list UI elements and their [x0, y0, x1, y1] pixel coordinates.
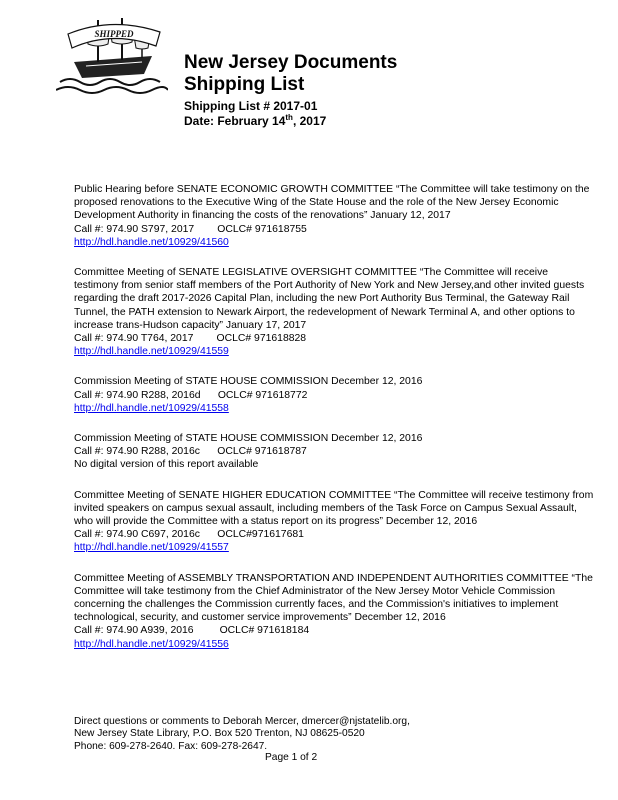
- entry-description: Commission Meeting of STATE HOUSE COMMISSION December 12, 2016: [74, 376, 423, 388]
- list-item: [74, 489, 594, 555]
- entry-oclc: OCLC# 971618184: [219, 625, 310, 637]
- contact-footer: [74, 716, 410, 753]
- entry-handle-link[interactable]: http://hdl.handle.net/10929/41559: [74, 346, 229, 358]
- entry-description: Committee Meeting of SENATE HIGHER EDUCATION COMMITTEE “The Committee will receive testimony from invited speakers on campus sexual assault, including members of the Task Force on Campus Sexual Assault, who will provide the Committee with a status report on its progress” December 12, 2016: [74, 489, 594, 528]
- entry-call-line: [74, 624, 594, 637]
- list-item: [74, 375, 594, 415]
- shipped-ship-logo: [56, 12, 168, 98]
- date-prefix: Date: February 14: [184, 114, 286, 128]
- entry-handle-link[interactable]: http://hdl.handle.net/10929/41557: [74, 542, 229, 554]
- entry-call-number: Call #: 974.90 S797, 2017: [74, 223, 195, 235]
- footer-line-3: Phone: 609-278-2640. Fax: 609-278-2647.: [74, 740, 268, 752]
- entry-oclc: OCLC#971617681: [217, 529, 304, 541]
- entry-list: [74, 183, 594, 668]
- list-item: [74, 572, 594, 651]
- list-item: [74, 183, 594, 249]
- entry-call-line: [74, 389, 594, 402]
- entry-description: Committee Meeting of ASSEMBLY TRANSPORTATION AND INDEPENDENT AUTHORITIES COMMITTEE “The Committee will take testimony from the Chief Administrator of the New Jersey Motor Vehicle Commission concerning the challenges the Commission currently faces, and the Commission's initiatives to implement technological, security, and customer service improvements” December 12, 2016: [74, 572, 593, 624]
- shipping-list-number: Shipping List # 2017-01: [184, 99, 318, 113]
- date-suffix: th: [285, 113, 293, 122]
- entry-call-line: [74, 332, 594, 345]
- entry-call-line: [74, 445, 594, 458]
- footer-line-1: Direct questions or comments to Deborah Mercer, dmercer@njstatelib.org,: [74, 716, 410, 727]
- document-title: [184, 52, 397, 96]
- page-number: Page 1 of 2: [265, 752, 318, 763]
- shipping-date: [184, 114, 326, 128]
- date-year: , 2017: [292, 114, 327, 128]
- title-line-1: New Jersey Documents: [184, 52, 398, 73]
- list-item: [74, 432, 594, 472]
- entry-handle-link[interactable]: http://hdl.handle.net/10929/41558: [74, 402, 229, 414]
- entry-availability-note: No digital version of this report available: [74, 459, 259, 471]
- entry-call-number: Call #: 974.90 T764, 2017: [74, 333, 194, 345]
- footer-line-2: New Jersey State Library, P.O. Box 520 Trenton, NJ 08625-0520: [74, 728, 365, 740]
- entry-description: Committee Meeting of SENATE LEGISLATIVE OVERSIGHT COMMITTEE “The Committee will receive testimony from senior staff members of the Port Authority of New York and New Jersey,and other invited guests regarding the draft 2017-2026 Capital Plan, including the new Port Authority Bus Terminal, the Gateway Rail Tunnel, the PATH extension to Newark Airport, the redevelopment of Newark Terminal A, and other options to increase trans-Hudson capacity” January 17, 2017: [74, 267, 585, 331]
- entry-call-number: Call #: 974.90 R288, 2016c: [74, 446, 200, 458]
- entry-handle-link[interactable]: http://hdl.handle.net/10929/41556: [74, 638, 229, 650]
- title-line-2: Shipping List: [184, 74, 305, 95]
- entry-call-line: [74, 223, 594, 236]
- entry-call-number: Call #: 974.90 A939, 2016: [74, 625, 194, 637]
- logo-text: SHIPPED: [94, 29, 134, 39]
- entry-oclc: OCLC# 971618787: [217, 446, 307, 458]
- entry-call-line: [74, 528, 594, 541]
- list-item: [74, 266, 594, 358]
- entry-description: Commission Meeting of STATE HOUSE COMMISSION December 12, 2016: [74, 433, 423, 445]
- entry-oclc: OCLC# 971618828: [216, 333, 307, 345]
- entry-handle-link[interactable]: http://hdl.handle.net/10929/41560: [74, 236, 229, 248]
- entry-oclc: OCLC# 971618772: [217, 389, 308, 401]
- entry-call-number: Call #: 974.90 R288, 2016d: [74, 389, 201, 401]
- entry-description: Public Hearing before SENATE ECONOMIC GROWTH COMMITTEE “The Committee will take testimony on the proposed renovations to the Executive Wing of the State House and the role of the New Jersey Economic Development Authority in financing the costs of the renovations” January 12, 2017: [74, 184, 590, 222]
- entry-oclc: OCLC# 971618755: [217, 223, 307, 235]
- entry-call-number: Call #: 974.90 C697, 2016c: [74, 529, 200, 541]
